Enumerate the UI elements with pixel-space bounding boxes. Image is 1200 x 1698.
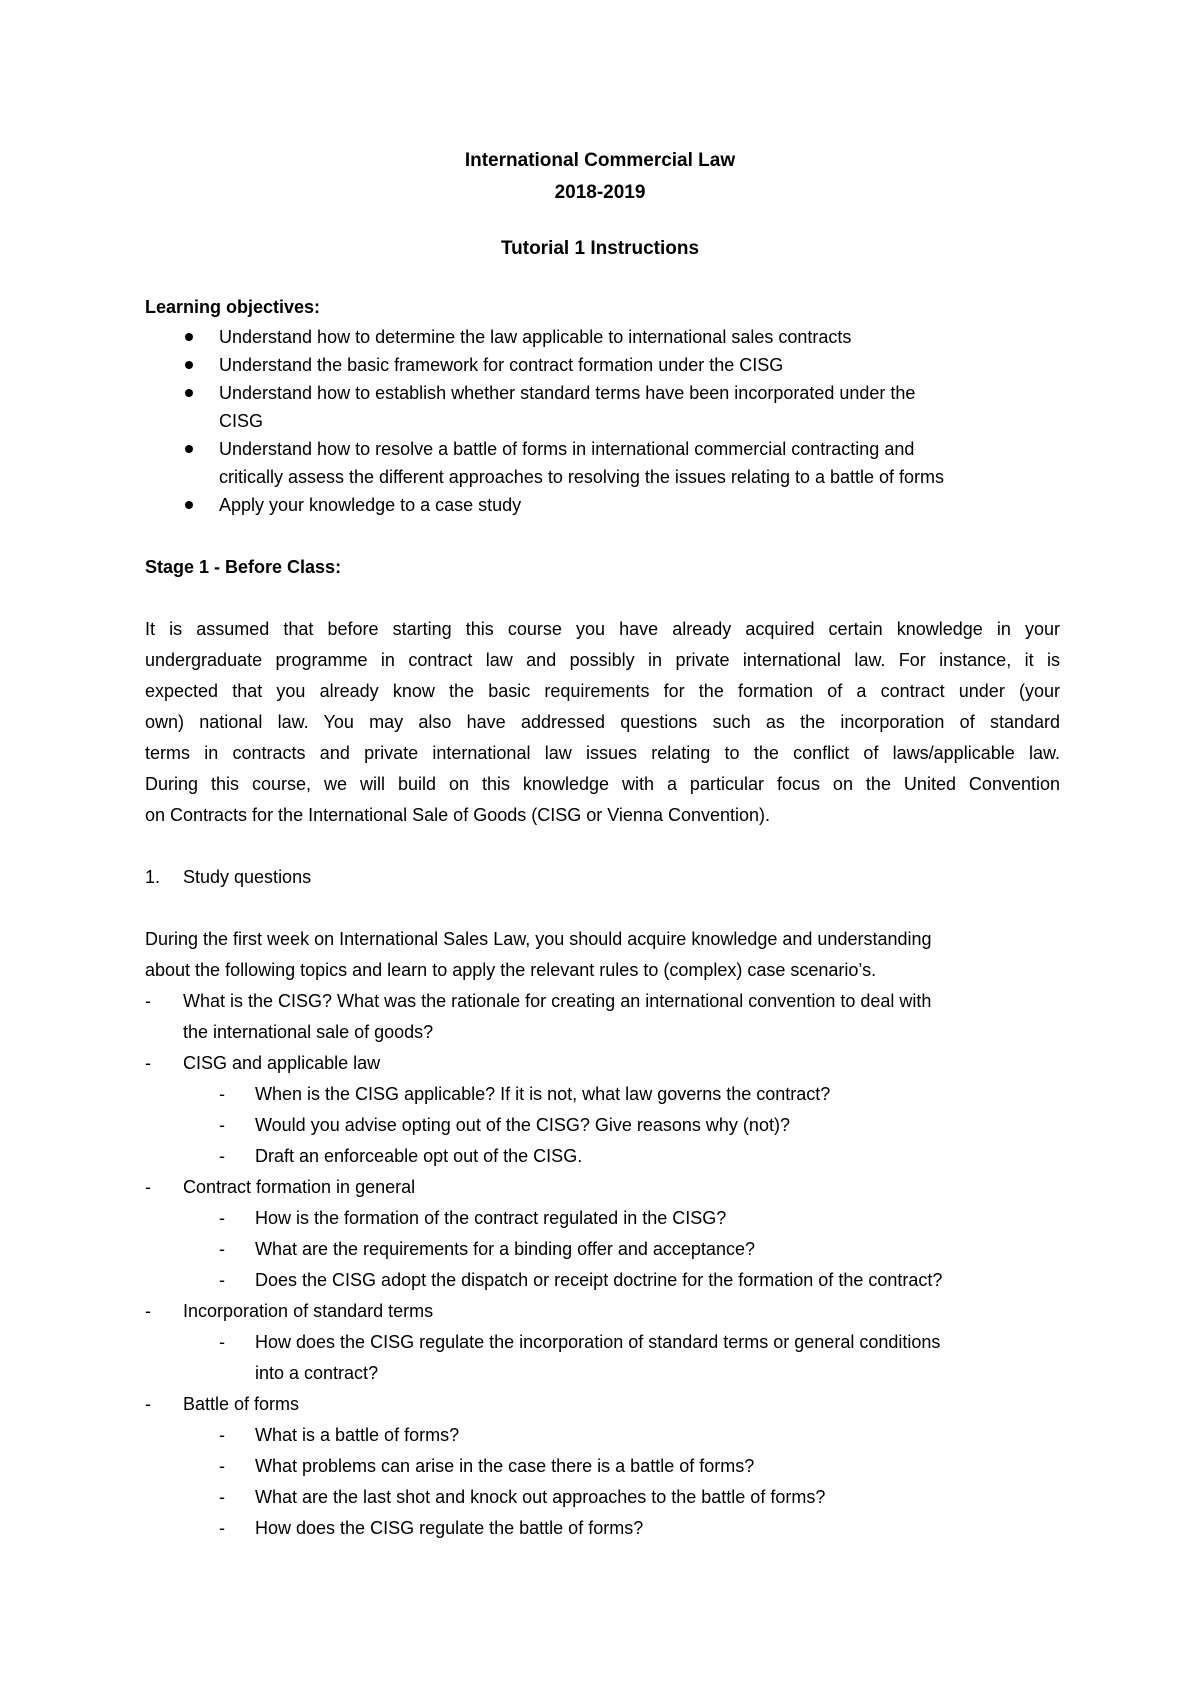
subtopic-item: When is the CISG applicable? If it is not, what law governs the contract? (255, 1084, 831, 1104)
study-intro-line: about the following topics and learn to apply the relevant rules to (complex) case scenario’s. (145, 960, 877, 980)
dash-icon: - (219, 1146, 225, 1166)
objective-item: Understand how to determine the law applicable to international sales contracts (219, 327, 852, 347)
subtopic-item-continued: into a contract? (255, 1363, 379, 1383)
objective-item: Understand how to establish whether standard terms have been incorporated under the (219, 383, 916, 403)
paragraph-line: It is assumed that before starting this course you have already acquired certain knowledge in your (145, 619, 1060, 639)
topic-item-continued: the international sale of goods? (183, 1022, 434, 1042)
bullet-icon (185, 389, 193, 397)
dash-icon: - (145, 1053, 151, 1073)
dash-icon: - (219, 1456, 225, 1476)
subtopic-item: What are the requirements for a binding offer and acceptance? (255, 1239, 755, 1259)
bullet-icon (185, 361, 193, 369)
objective-item: Understand the basic framework for contract formation under the CISG (219, 355, 784, 375)
subtopic-item: How does the CISG regulate the battle of forms? (255, 1518, 644, 1538)
paragraph-line: terms in contracts and private international law issues relating to the conflict of laws/applicable law. (145, 743, 1060, 763)
dash-icon: - (145, 1394, 151, 1414)
study-number: 1. (145, 867, 161, 887)
subtopic-item: How is the formation of the contract regulated in the CISG? (255, 1208, 727, 1228)
bullet-icon (185, 501, 193, 509)
stage1-heading: Stage 1 - Before Class: (145, 557, 342, 577)
paragraph-line: on Contracts for the International Sale of Goods (CISG or Vienna Convention). (145, 805, 771, 825)
objective-item: Apply your knowledge to a case study (219, 495, 522, 515)
subtopic-item: Draft an enforceable opt out of the CISG. (255, 1146, 583, 1166)
dash-icon: - (219, 1332, 225, 1352)
document-title: Tutorial 1 Instructions (500, 238, 700, 259)
paragraph-line: expected that you already know the basic requirements for the formation of a contract under (your (145, 681, 1060, 701)
subtopic-item: Would you advise opting out of the CISG? Give reasons why (not)? (255, 1115, 790, 1135)
dash-icon: - (219, 1518, 225, 1538)
dash-icon: - (219, 1115, 225, 1135)
objective-item: Understand how to resolve a battle of forms in international commercial contracting and (219, 439, 915, 459)
dash-icon: - (219, 1208, 225, 1228)
course-title: International Commercial Law (464, 150, 736, 171)
study-intro-line: During the first week on International Sales Law, you should acquire knowledge and understanding (145, 929, 932, 949)
subtopic-item: Does the CISG adopt the dispatch or receipt doctrine for the formation of the contract? (255, 1270, 943, 1290)
dash-icon: - (219, 1084, 225, 1104)
topic-item: What is the CISG? What was the rationale for creating an international convention to deal with (183, 991, 932, 1011)
paragraph-line: own) national law. You may also have addressed questions such as the incorporation of standard (145, 712, 1060, 732)
dash-icon: - (219, 1487, 225, 1507)
dash-icon: - (219, 1425, 225, 1445)
bullet-icon (185, 445, 193, 453)
subtopic-item: What problems can arise in the case there is a battle of forms? (255, 1456, 755, 1476)
subtopic-item: How does the CISG regulate the incorporation of standard terms or general conditions (255, 1332, 941, 1352)
topic-item: Contract formation in general (183, 1177, 416, 1197)
objective-item-continued: critically assess the different approaches to resolving the issues relating to a battle of forms (219, 467, 945, 487)
dash-icon: - (145, 991, 151, 1011)
dash-icon: - (219, 1270, 225, 1290)
subtopic-item: What are the last shot and knock out approaches to the battle of forms? (255, 1487, 826, 1507)
dash-icon: - (145, 1301, 151, 1321)
academic-year: 2018-2019 (554, 182, 646, 203)
topic-item: Incorporation of standard terms (183, 1301, 434, 1321)
objective-item-continued: CISG (219, 411, 264, 431)
topic-item: Battle of forms (183, 1394, 300, 1414)
paragraph-line: undergraduate programme in contract law and possibly in private international law. For instance, it is (145, 650, 1060, 670)
dash-icon: - (219, 1239, 225, 1259)
study-heading: Study questions (183, 867, 312, 887)
subtopic-item: What is a battle of forms? (255, 1425, 460, 1445)
dash-icon: - (145, 1177, 151, 1197)
objectives-heading: Learning objectives: (145, 297, 321, 317)
topic-item: CISG and applicable law (183, 1053, 381, 1073)
paragraph-line: During this course, we will build on this knowledge with a particular focus on the United Convention (145, 774, 1060, 794)
bullet-icon (185, 333, 193, 341)
